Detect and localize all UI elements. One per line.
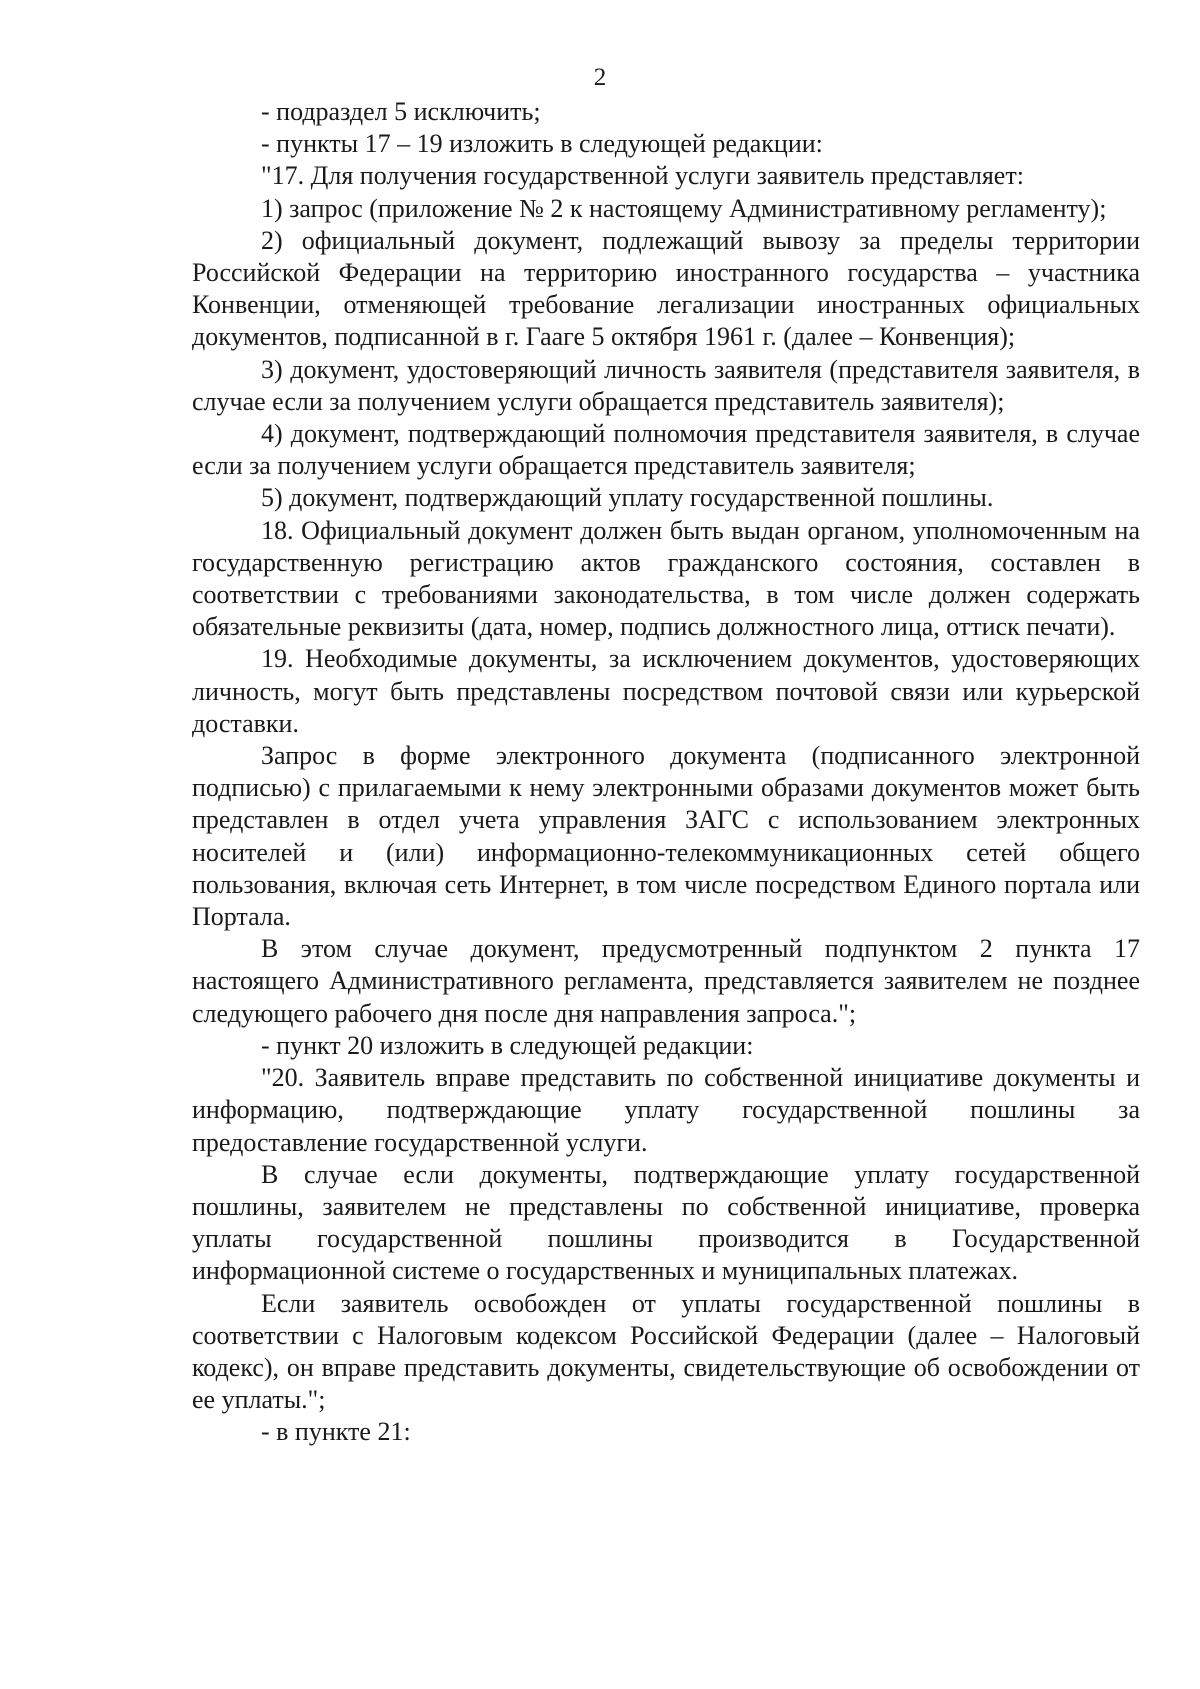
paragraph-subsection-5: - подраздел 5 исключить;	[261, 97, 541, 126]
document-body	[192, 96, 1140, 1449]
paragraph-item-18: 18. Официальный документ должен быть выдан органом, уполномоченным на государственную регистрацию актов гражданского состояния, составлен в соответствии с требованиями законодательства, в том числе должен содержать обязательные реквизиты (дата, номер, подпись должностного лица, оттиск печати).	[192, 515, 1140, 642]
paragraph-item-17: "17. Для получения государственной услуги заявитель представляет:	[261, 161, 1024, 191]
paragraph-17-5: 5) документ, подтверждающий уплату государственной пошлины.	[261, 483, 994, 513]
paragraph-items-17-19: - пункты 17 – 19 изложить в следующей редакции:	[261, 129, 823, 159]
paragraph-item-20-intro: - пункт 20 изложить в следующей редакции:	[261, 1030, 754, 1060]
paragraph-fee-exemption: Если заявитель освобожден от уплаты государственной пошлины в соответствии с Налоговым кодексом Российской Федерации (далее – Налоговый кодекс), он вправе представить документы, свидетельствующие об освобождении от ее уплаты.";	[192, 1288, 1140, 1415]
paragraph-17-2: 2) официальный документ, подлежащий вывозу за пределы территории Российской Федерации на территорию иностранного государства – участника Конвенции, отменяющей требование легализации иностранных официальных документов, подписанной в г. Гааге 5 октября 1961 г. (далее – Конвенция);	[192, 225, 1140, 352]
paragraph-item-21: - в пункте 21:	[261, 1417, 411, 1447]
paragraph-item-20: "20. Заявитель вправе представить по собственной инициативе документы и информацию, подтверждающие уплату государственной пошлины за предоставление государственной услуги.	[192, 1063, 1140, 1157]
paragraph-17-4: 4) документ, подтверждающий полномочия представителя заявителя, в случае если за получением услуги обращается представитель заявителя;	[192, 419, 1140, 481]
paragraph-electronic-request: Запрос в форме электронного документа (подписанного электронной подписью) с прилагаемыми к нему электронными образами документов может быть представлен в отдел учета управления ЗАГС с использованием электронных носителей и (или) информационно-телекоммуникационных сетей общего пользования, включая сеть Интернет, в том числе посредством Единого портала или Портала.	[192, 741, 1140, 932]
paragraph-fee-verification: В случае если документы, подтверждающие уплату государственной пошлины, заявителем не представлены по собственной инициативе, проверка уплаты государственной пошлины производится в Государственной информационной системе о государственных и муниципальных платежах.	[192, 1159, 1140, 1286]
paragraph-17-1: 1) запрос (приложение № 2 к настоящему Административному регламенту);	[261, 193, 1107, 223]
paragraph-in-this-case: В этом случае документ, предусмотренный подпунктом 2 пункта 17 настоящего Административного регламента, представляется заявителем не позднее следующего рабочего дня после дня направления запроса.";	[192, 934, 1140, 1028]
paragraph-17-3: 3) документ, удостоверяющий личность заявителя (представителя заявителя, в случае если за получением услуги обращается представитель заявителя);	[192, 354, 1140, 416]
paragraph-item-19: 19. Необходимые документы, за исключением документов, удостоверяющих личность, могут быть представлены посредством почтовой связи или курьерской доставки.	[192, 644, 1140, 738]
page-number: 2	[593, 64, 607, 91]
